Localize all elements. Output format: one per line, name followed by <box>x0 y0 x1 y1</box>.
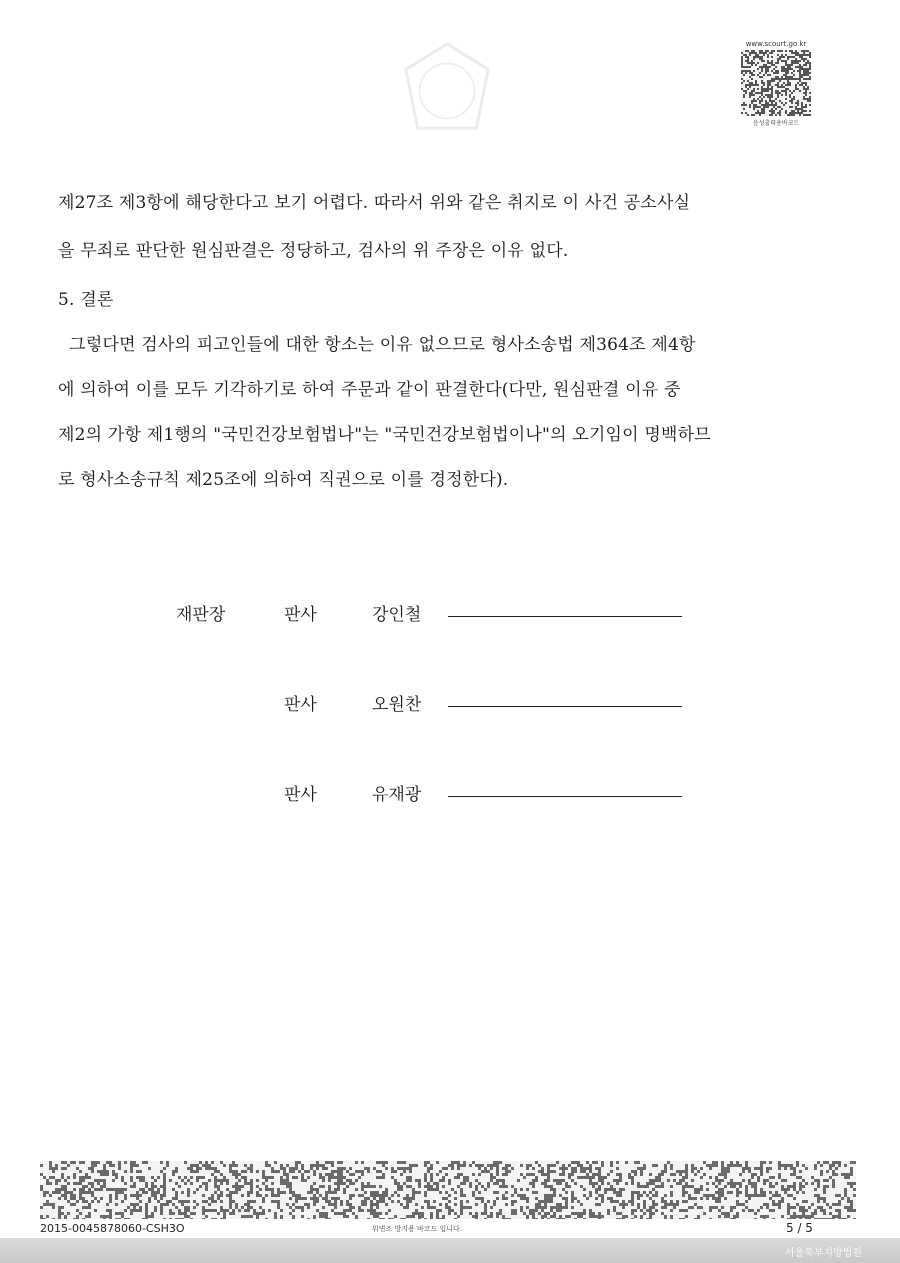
signature-line <box>448 616 682 617</box>
judge-name: 유재광 <box>372 785 422 805</box>
body-line: 에 의하여 이를 모두 기각하기로 하여 주문과 같이 판결한다(다만, 원심판결 이유 중 <box>58 380 681 400</box>
presiding-judge-title: 재판장 <box>176 605 226 625</box>
body-line: 로 형사소송규칙 제25조에 의하여 직권으로 이를 경정한다). <box>58 470 509 490</box>
anti-forgery-barcode <box>40 1161 856 1219</box>
court-name: 서울북부지방법원 <box>784 1248 862 1259</box>
judge-role: 판사 <box>284 695 317 715</box>
body-line: 제2의 가항 제1행의 "국민건강보험법나"는 "국민건강보험법이나"의 오기임이 명백하므 <box>58 425 711 445</box>
body-line: 그렇다면 검사의 피고인들에 대한 항소는 이유 없으므로 형사소송법 제364조 제4항 <box>58 335 696 355</box>
judge-role: 판사 <box>284 605 317 625</box>
document-id: 2015-0045878060-CSH3O <box>40 1222 185 1235</box>
judge-name: 강인철 <box>372 605 422 625</box>
anti-forgery-caption: 위변조 방지용 바코드 입니다. <box>372 1225 463 1233</box>
verification-url: www.scourt.go.kr <box>745 40 807 48</box>
body-line: 제27조 제3항에 해당한다고 보기 어렵다. 따라서 위와 같은 취지로 이 사건 공소사실 <box>58 193 691 213</box>
footer-band <box>0 1238 900 1263</box>
barcode-caption: 음성출력용바코드 <box>752 120 800 127</box>
judge-role: 판사 <box>284 785 317 805</box>
page-number: 5 / 5 <box>786 1221 813 1235</box>
section-heading: 5. 결론 <box>58 290 114 310</box>
body-line: 을 무죄로 판단한 원심판결은 정당하고, 검사의 위 주장은 이유 없다. <box>58 241 569 261</box>
judge-name: 오원찬 <box>372 695 422 715</box>
signature-line <box>448 706 682 707</box>
verification-barcode <box>741 50 811 116</box>
signature-line <box>448 796 682 797</box>
court-seal-watermark <box>398 40 496 138</box>
